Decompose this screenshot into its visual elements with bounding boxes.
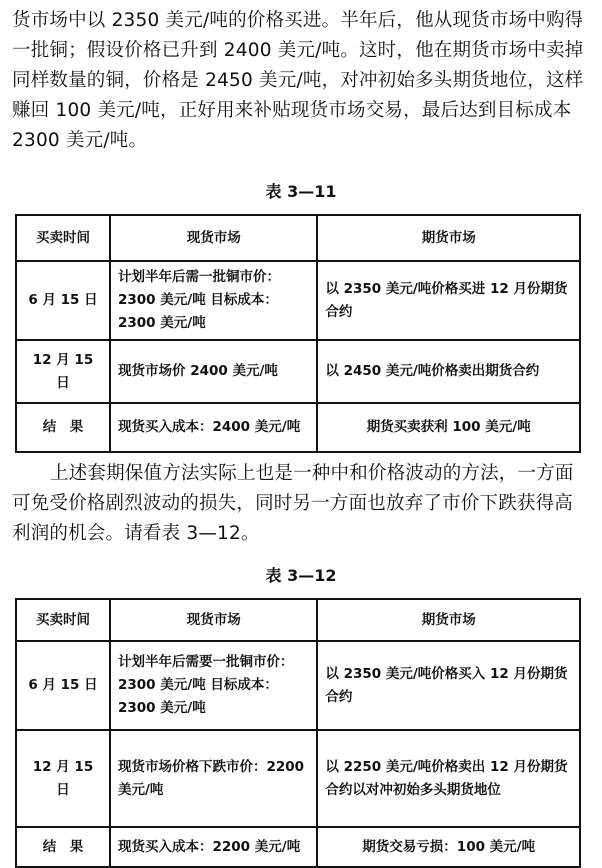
- table-row: [16, 340, 580, 403]
- column-header-spot-market: 现货市场: [110, 599, 317, 641]
- column-header-time: 买卖时间: [16, 599, 110, 641]
- table-3-11-caption: 表 3—11: [265, 182, 337, 201]
- cell-futures-market: 期货交易亏损：100 美元/吨: [317, 827, 580, 867]
- paragraph-2: 上述套期保值方法实际上也是一种中和价格波动的方法，一方面可免受价格剧烈波动的损失，同时另一方面也放弃了市价下跌获得高利润的机会。请看表 3—12。: [12, 463, 574, 544]
- paragraph-1: 货市场中以 2350 美元/吨的价格买进。半年后，他从现货市场中购得一批铜；假设价格已升到 2400 美元/吨。这时，他在期货市场中卖掉同样数量的铜，价格是 2450 美元/吨，对冲初始多头期货地位，这样赚回 100 美元/吨，正好用来补贴现货市场交易，最后达到目标成本 2300 美元/吨。: [12, 10, 584, 151]
- cell-spot-market: 计划半年后需一批铜市价：2300 美元/吨 目标成本：2300 美元/吨: [110, 261, 317, 340]
- cell-spot-market: 现货买入成本：2200 美元/吨: [110, 827, 317, 867]
- table-header-row: [16, 215, 580, 261]
- cell-spot-market: 现货买入成本：2400 美元/吨: [110, 403, 317, 452]
- cell-time: 12 月 15 日: [16, 340, 110, 403]
- column-header-futures-market: 期货市场: [317, 599, 580, 641]
- cell-futures-market: 期货买卖获利 100 美元/吨: [317, 403, 580, 452]
- table-row: [16, 827, 580, 867]
- cell-time: 6 月 15 日: [16, 261, 110, 340]
- table-3-11: [15, 214, 581, 453]
- cell-futures-market: 以 2450 美元/吨价格卖出期货合约: [317, 340, 580, 403]
- table-row: [16, 641, 580, 730]
- table-header-row: [16, 599, 580, 641]
- cell-spot-market: 现货市场价格下跌市价：2200 美元/吨: [110, 730, 317, 827]
- column-header-spot-market: 现货市场: [110, 215, 317, 261]
- cell-spot-market: 现货市场价 2400 美元/吨: [110, 340, 317, 403]
- cell-result-label: 结 果: [16, 827, 110, 867]
- cell-time: 6 月 15 日: [16, 641, 110, 730]
- cell-result-label: 结 果: [16, 403, 110, 452]
- table-3-12: [15, 598, 581, 868]
- cell-futures-market: 以 2250 美元/吨价格卖出 12 月份期货合约以对冲初始多头期货地位: [317, 730, 580, 827]
- cell-futures-market: 以 2350 美元/吨价格买进 12 月份期货合约: [317, 261, 580, 340]
- table-row: [16, 261, 580, 340]
- cell-futures-market: 以 2350 美元/吨价格买入 12 月份期货合约: [317, 641, 580, 730]
- cell-spot-market: 计划半年后需要一批铜市价：2300 美元/吨 目标成本：2300 美元/吨: [110, 641, 317, 730]
- table-row: [16, 730, 580, 827]
- table-row: [16, 403, 580, 452]
- table-3-12-caption: 表 3—12: [265, 566, 337, 585]
- column-header-time: 买卖时间: [16, 215, 110, 261]
- cell-time: 12 月 15 日: [16, 730, 110, 827]
- column-header-futures-market: 期货市场: [317, 215, 580, 261]
